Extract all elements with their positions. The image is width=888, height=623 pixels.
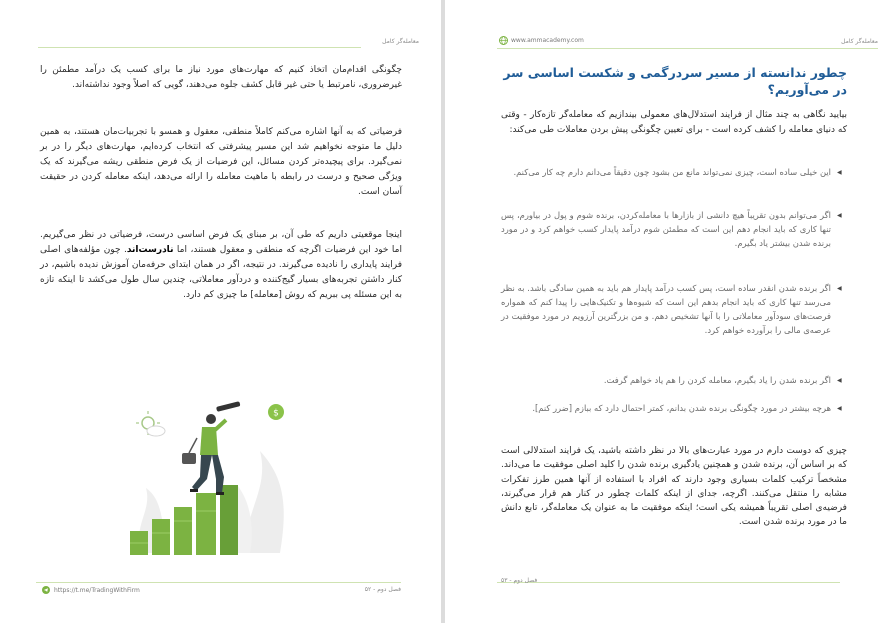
section-title: چطور ندانسته از مسیر سردرگمی و شکست اساسی سر در می‌آوریم؟ xyxy=(503,65,847,97)
p3-bold: نادرست‌اند xyxy=(126,245,174,255)
bullet-triangle-icon: ◀ xyxy=(837,285,842,292)
dollar-coin-icon xyxy=(268,404,284,420)
page-label: فصل دوم xyxy=(513,577,538,584)
closing-paragraph: چیزی که دوست دارم در مورد عبارت‌های بالا در نظر داشته باشید، یک فرایند استدلالی است که بر اساس آن، برنده شدن و همچنین یادگیری برنده شدن را کلید اصلی موفقیت ما می‌داند. مشخصاً ترکیب کلمات بسیاری وجود دارند که افراد با استفاده از آنها همین طرز تفکرات مشابه را منتقل می‌کنند. اگرچه، جدای از اینکه کلمات چطور در کنار هم قرار می‌گیرند، فرضیه‌ی اصلی تقریباً همیشه یکی است؛ اینکه موفقیت ما به عنوان یک معامله‌گر، تابع دانش ما در مورد برنده شدن است. xyxy=(501,446,847,528)
bullet-triangle-icon: ◀ xyxy=(837,405,842,412)
svg-text:$: $ xyxy=(273,408,279,419)
page-label: فصل دوم xyxy=(377,586,401,593)
bullet-5: هرچه بیشتر در مورد چگونگی برنده شدن بدانم، کمتر احتمال دارد که ببازم [ضرر کنم]. xyxy=(532,403,831,413)
footer-url[interactable]: https://t.me/TradingWithFirm xyxy=(54,587,140,594)
bullet-triangle-icon: ◀ xyxy=(837,169,842,176)
telegram-icon xyxy=(42,586,50,594)
page-number: فصل دوم - ۵۳ xyxy=(501,577,538,584)
left-page xyxy=(0,0,441,623)
footer-rule xyxy=(497,582,840,583)
header-rule xyxy=(497,48,878,49)
intro-paragraph: بیایید نگاهی به چند مثال از فرایند استدلال‌های معمولی بیندازیم که معامله‌گر تازه‌کار - وقتی که دنیای معامله را کشف کرده است - برای تعیین چگونگی پیش بردن معاملات طی می‌کند: xyxy=(501,110,847,135)
bullet-3: اگر برنده شدن انقدر ساده است، پس کسب درآمد پایدار هم باید به همین سادگی باشد. به نظر می‌رسد تنها کاری که باید انجام بدهم این است که شیوه‌ها و تکنیک‌هایی را پیدا کنم که همواره فرصت‌های سودآور معاملاتی را با آنها تشخیص دهم. و من بزرگترین آرزویم در مورد موفقیت در عرصه‌ی مالی را برآورده خواهم کرد. xyxy=(501,283,831,335)
right-page xyxy=(445,0,888,623)
header-url[interactable]: www.ammacademy.com xyxy=(511,37,584,44)
globe-icon xyxy=(499,36,508,45)
header-title: معامله‌گر کامل xyxy=(841,38,878,45)
left-paragraph-2: فرضیاتی که به آنها اشاره می‌کنم کاملاً منطقی، معقول و همسو با تجربیات‌مان هستند، به همین دلیل ما متوجه نخواهیم شد این مسیر پیشرفتی که انتخاب کرده‌ایم، مهارت‌های دیگر را در بر نمی‌گیرد. برای پیچیده‌تر کردن مسائل، این فرضیات از یک فرض منطقی ریشه می‌گیرند که یک ویژگی صحیح و درست در رابطه با ماهیت معامله را ارائه می‌دهد، اینکه معامله کردن در حقیقت آسان است. xyxy=(40,127,402,197)
left-paragraph-3 xyxy=(40,228,402,303)
bullet-1: این خیلی ساده است، چیزی نمی‌تواند مانع من بشود چون دقیقاً می‌دانم دارم چه کار می‌کنم. xyxy=(513,167,831,177)
bullet-triangle-icon: ◀ xyxy=(837,377,842,384)
bullet-triangle-icon: ◀ xyxy=(837,212,842,219)
bullet-4: اگر برنده شدن را یاد بگیرم، معامله کردن را هم یاد خواهم گرفت. xyxy=(603,375,831,385)
footer-rule xyxy=(36,582,401,583)
climbing-success-illustration xyxy=(112,393,297,558)
bullet-2: اگر می‌توانم بدون تقریباً هیچ دانشی از بازارها با معامله‌کردن، برنده شوم و پول در بیاورم، پس تنها کاری که باید انجام دهم این است که مطمئن شوم درآمد پایدار کسب خواهم کرد و در مورد برنده شدن بیشتر یاد بگیرم. xyxy=(501,210,831,248)
page-number-value: ۵۳ xyxy=(501,577,508,584)
cloud-icon xyxy=(147,426,165,436)
page-number-value: ۵۲ xyxy=(364,586,372,593)
left-paragraph-1: چگونگی اقدام‌مان اتخاذ کنیم که مهارت‌های مورد نیاز ما برای کسب یک درآمد مطمئن را غیرضروری، نامرتبط یا حتی غیر قابل کشف جلوه می‌دهند، گویی که اصلاً وجود نداشته‌اند. xyxy=(40,65,402,90)
p3-before: اینجا موقعیتی داریم که طی آن، بر مبنای یک فرض اساسی درست، فرضیاتی در نظر می‌گیریم. اما خود این فرضیات اگرچه که منطقی و معقول هستند، اما xyxy=(40,230,402,255)
header-title: معامله‌گر کامل xyxy=(382,38,419,45)
p3-after: . چون مؤلفه‌های اصلی فرایند پایداری را نادیده می‌گیرند. در نتیجه، اگر در همان ابتدای حرفه‌مان آموزش ندیده باشیم، در کنار داشتن تجربه‌های بسیار گیج‌کننده و دردآور معاملاتی، چندین سال طول می‌کشد تا اینکه تازه به این مسئله پی ببریم که روش [معامله] ما چیزی کم دارد. xyxy=(40,245,402,300)
page-number: فصل دوم - ۵۲ xyxy=(364,586,401,593)
header-rule xyxy=(38,47,361,48)
